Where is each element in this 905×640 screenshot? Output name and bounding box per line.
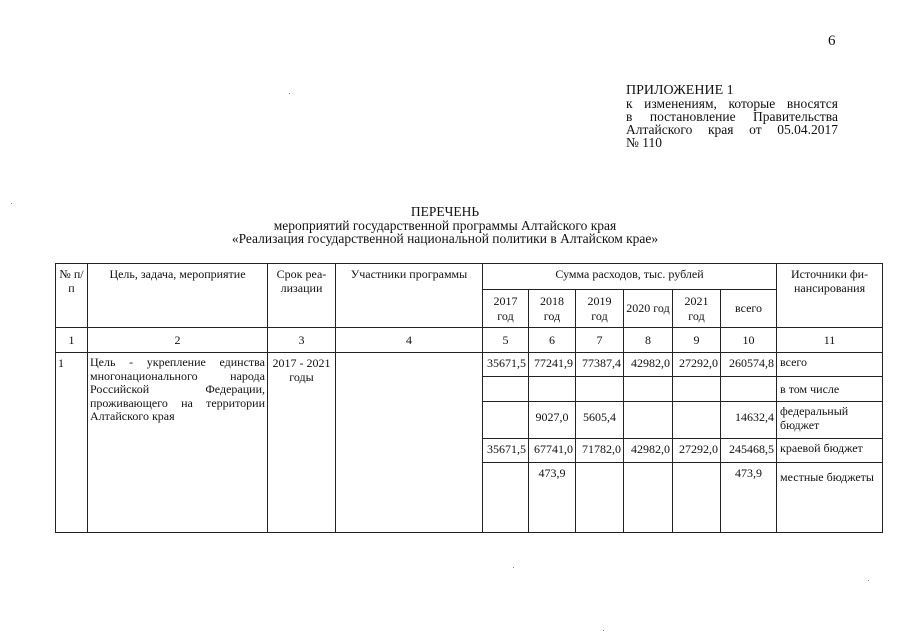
heading-subtitle: «Реализация государственной национальной политики в Алтайском крае» [231, 231, 659, 246]
heading-title: ПЕРЕЧЕНЬ [410, 204, 480, 219]
column-number: 5 [483, 328, 529, 353]
funding-source: в том числе [777, 377, 883, 402]
column-number: 4 [336, 328, 483, 353]
value-total: 14632,4 [721, 402, 777, 439]
value-2019 [576, 377, 624, 402]
header-year-2019: 2019 год [576, 290, 624, 328]
column-number: 8 [624, 328, 673, 353]
column-number: 9 [673, 328, 721, 353]
page-number: 6 [828, 33, 836, 49]
value-total: 473,9 [721, 463, 777, 533]
funding-source: местные бюджеты [777, 463, 883, 533]
header-year-2017: 2017 год [483, 290, 529, 328]
header-no: № п/п [56, 264, 88, 328]
value-2021 [673, 463, 721, 533]
value-2020: 42982,0 [624, 439, 673, 463]
value-2019: 77387,4 [576, 353, 624, 377]
value-2020 [624, 377, 673, 402]
column-number: 1 [56, 328, 88, 353]
scan-speck [603, 630, 604, 631]
value-2018: 9027,0 [529, 402, 576, 439]
value-2021: 27292,0 [673, 439, 721, 463]
value-total: 260574,8 [721, 353, 777, 377]
column-number: 6 [529, 328, 576, 353]
value-2017 [483, 377, 529, 402]
value-2017 [483, 463, 529, 533]
participants-cell [336, 353, 483, 533]
column-number: 10 [721, 328, 777, 353]
value-total: 245468,5 [721, 439, 777, 463]
scan-speck [868, 580, 869, 581]
header-year-2020: 2020 год [624, 290, 673, 328]
value-2018: 67741,0 [529, 439, 576, 463]
value-2020 [624, 402, 673, 439]
value-2018: 473,9 [529, 463, 576, 533]
goal-text: Цель - укрепление единства многонационального народа Российской Федерации, проживающего на территории Алтайского края [88, 353, 268, 533]
header-year-2021: 2021 год [673, 290, 721, 328]
column-number: 3 [268, 328, 336, 353]
funding-source: всего [777, 353, 883, 377]
value-2018 [529, 377, 576, 402]
row-number: 1 [56, 353, 88, 533]
value-2017 [483, 402, 529, 439]
appendix-line: к изменениям, которые вносятся [626, 96, 838, 111]
header-participants: Участники программы [336, 264, 483, 328]
scan-speck [513, 567, 514, 568]
appendix-title: ПРИЛОЖЕНИЕ 1 [626, 83, 734, 98]
column-number: 2 [88, 328, 268, 353]
value-2019: 5605,4 [576, 402, 624, 439]
scan-speck [289, 93, 290, 94]
header-term: Срок реа-лизации [268, 264, 336, 328]
value-2017: 35671,5 [483, 439, 529, 463]
value-2019: 71782,0 [576, 439, 624, 463]
header-expenses: Сумма расходов, тыс. рублей [483, 264, 777, 290]
appendix-block [626, 84, 838, 149]
value-2021 [673, 402, 721, 439]
value-2019 [576, 463, 624, 533]
appendix-line: в постановление Правительства [626, 109, 838, 124]
scan-speck [11, 203, 12, 204]
term-text: 2017 - 2021 годы [268, 353, 336, 533]
appendix-line: № 110 [626, 135, 663, 150]
funding-source: краевой бюджет [777, 439, 883, 463]
value-2020: 42982,0 [624, 353, 673, 377]
value-2021: 27292,0 [673, 353, 721, 377]
value-2018: 77241,9 [529, 353, 576, 377]
header-sources: Источники фи-нансирования [777, 264, 883, 328]
header-year-2018: 2018 год [529, 290, 576, 328]
header-total: всего [721, 290, 777, 328]
value-2021 [673, 377, 721, 402]
value-2017: 35671,5 [483, 353, 529, 377]
heading-subtitle: мероприятий государственной программы Алтайского края [273, 217, 617, 233]
column-number: 11 [777, 328, 883, 353]
activities-table [55, 263, 883, 533]
header-goal: Цель, задача, мероприятие [88, 264, 268, 328]
value-total [721, 377, 777, 402]
appendix-line: Алтайского края от 05.04.2017 [626, 122, 838, 137]
funding-source: федеральный бюджет [777, 402, 883, 439]
column-number: 7 [576, 328, 624, 353]
document-heading [150, 205, 740, 246]
value-2020 [624, 463, 673, 533]
